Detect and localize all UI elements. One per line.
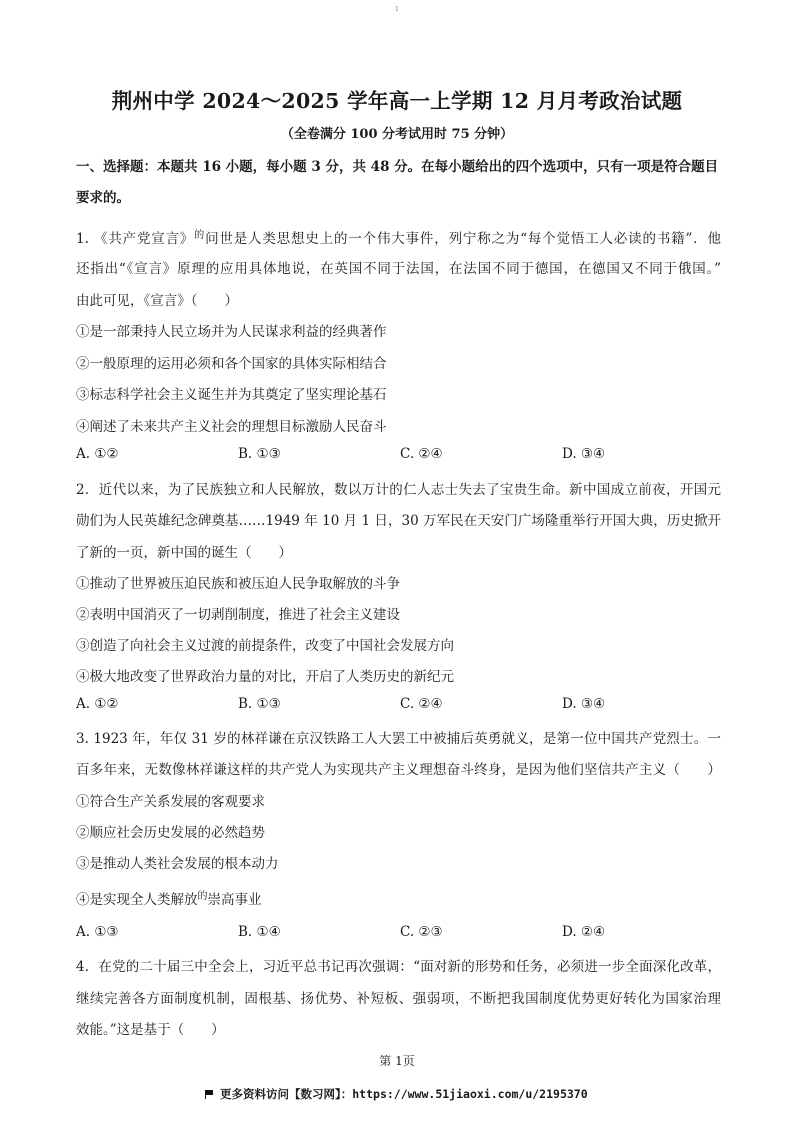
q1-stem-line-2: 还指出“《宣言》原理的应用具体地说，在英国不同于法国，在法国不同于德国，在德国又不同于俄国。” — [76, 261, 721, 277]
q3-option-d[interactable]: D. ②④ — [562, 924, 606, 940]
q1-option-a[interactable]: A. ①② — [76, 446, 119, 462]
q2-option-a[interactable]: A. ①② — [76, 696, 119, 712]
q3-statement-1: ①符合生产关系发展的客观要求 — [76, 794, 265, 810]
q2-statement-3: ③创造了向社会主义过渡的前提条件，改变了中国社会发展方向 — [76, 638, 454, 654]
page-number: 第 1页 — [379, 1054, 415, 1068]
q1-statement-3: ③标志科学社会主义诞生并为其奠定了坚实理论基石 — [76, 387, 387, 403]
q3-option-a[interactable]: A. ①③ — [76, 924, 119, 940]
q1-statement-4: ④阐述了未来共产主义社会的理想目标激励人民奋斗 — [76, 419, 387, 435]
q2-stem-line-3: 了新的一页，新中国的诞生（ ） — [76, 545, 292, 561]
q1-option-d[interactable]: D. ③④ — [562, 446, 606, 462]
exam-subtitle: （全卷满分 100 分考试用时 75 分钟） — [280, 127, 514, 142]
q2-option-c[interactable]: C. ②④ — [400, 696, 443, 712]
footer-banner[interactable] — [205, 1086, 588, 1102]
q3-statement-2: ②顺应社会历史发展的必然趋势 — [76, 825, 265, 841]
q2-option-b[interactable]: B. ①③ — [238, 696, 281, 712]
q2-stem-line-1: 2．近代以来，为了民族独立和人民解放，数以万计的仁人志士失去了宝贵生命。新中国成立前夜，开国元 — [76, 482, 721, 498]
q1-stem-line-1: 1. 《共产党宣言》$^的$问世是人类思想史上的一个伟大事件，列宁称之为“每个觉悟工人必读的书籍”．他 — [76, 230, 722, 247]
section-heading: 一、选择题：本题共 16 小题，每小题 3 分，共 48 分。在每小题给出的四个选项中，只有一项是符合题目要求的。 — [76, 159, 719, 206]
q3-statement-3: ③是推动人类社会发展的根本动力 — [76, 856, 279, 872]
q1-stem-line-3: 由此可见，《宣言》（ ） — [76, 293, 238, 309]
q3-option-c[interactable]: C. ②③ — [400, 924, 443, 940]
q1-statement-1: ①是一部秉持人民立场并为人民谋求利益的经典著作 — [76, 324, 387, 340]
q4-stem-line-3: 效能。”这是基于（ ） — [76, 1022, 225, 1038]
q1-option-b[interactable]: B. ①③ — [238, 446, 281, 462]
q3-stem-line-2: 百多年来，无数像林祥谦这样的共产党人为实现共产主义理想奋斗终身，是因为他们坚信共产主义（ ） — [76, 762, 721, 778]
q1-option-c[interactable]: C. ②④ — [400, 446, 443, 462]
q3-option-b[interactable]: B. ①④ — [238, 924, 281, 940]
q1-statement-2: ②一般原理的运用必须和各个国家的具体实际相结合 — [76, 356, 387, 372]
exam-title: 荆州中学 2024～2025 学年高一上学期 12 月月考政治试题 — [111, 89, 683, 113]
q2-statement-4: ④极大地改变了世界政治力量的对比，开启了人类历史的新纪元 — [76, 669, 454, 685]
q2-statement-2: ②表明中国消灭了一切剥削制度，推进了社会主义建设 — [76, 607, 400, 623]
q3-statement-4: ④是实现全人类解放$^的$崇高事业 — [76, 891, 262, 908]
q3-stem-line-1: 3. 1923 年，年仅 31 岁的林祥谦在京汉铁路工人大罢工中被捕后英勇就义，是第一位中国共产党烈士。一 — [76, 731, 721, 747]
footer-banner-text[interactable]: 更多资料访问【数习网】：https://www.51jiaoxi.com/u/2195370 — [220, 1087, 588, 1101]
q2-stem-line-2: 勋们为人民英雄纪念碑奠基……1949 年 10 月 1 日，30 万军民在天安门广场隆重举行开国大典，历史掀开 — [76, 513, 721, 529]
flag-icon — [205, 1090, 214, 1099]
q4-stem-line-1: 4．在党的二十届三中全会上，习近平总书记再次强调：“面对新的形势和任务，必须进一步全面深化改革， — [76, 959, 721, 975]
q2-option-d[interactable]: D. ③④ — [562, 696, 606, 712]
page-top-mark: 1 — [395, 6, 399, 13]
q4-stem-line-2: 继续完善各方面制度机制，固根基、扬优势、补短板、强弱项，不断把我国制度优势更好转化为国家治理 — [76, 991, 721, 1007]
q2-statement-1: ①推动了世界被压迫民族和被压迫人民争取解放的斗争 — [76, 576, 400, 592]
